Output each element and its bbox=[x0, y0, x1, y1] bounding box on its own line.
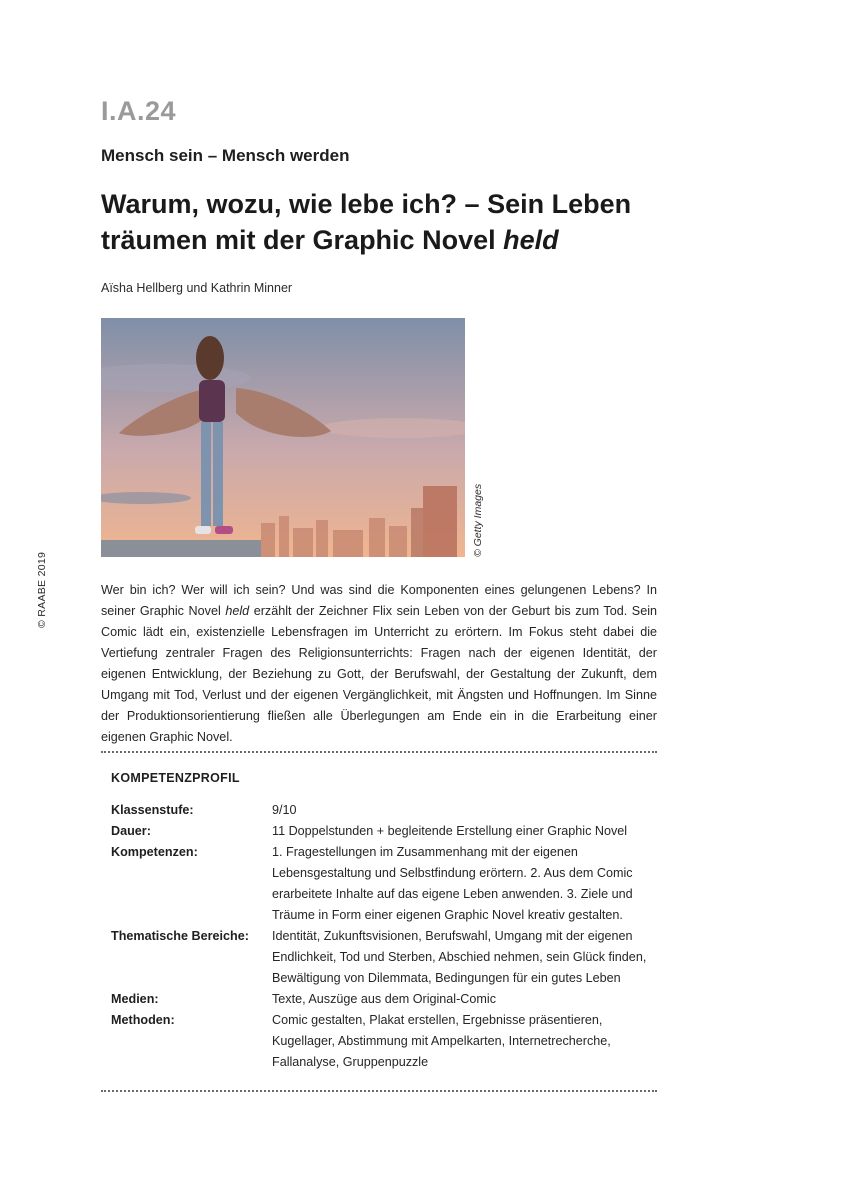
intro-paragraph bbox=[101, 580, 657, 748]
kp-row bbox=[111, 842, 657, 926]
page-title bbox=[101, 186, 721, 258]
kp-label: Klassenstufe: bbox=[111, 803, 194, 817]
title-line-2: träumen mit der Graphic Novel bbox=[101, 225, 496, 255]
series-subtitle: Mensch sein – Mensch werden bbox=[101, 146, 350, 165]
authors: Aïsha Hellberg und Kathrin Minner bbox=[101, 281, 293, 295]
kp-label: Thematische Bereiche: bbox=[111, 929, 249, 943]
kp-value: 11 Doppelstunden + begleitende Erstellung einer Graphic Novel bbox=[272, 824, 628, 838]
intro-italic-word: held bbox=[225, 604, 250, 618]
kp-row bbox=[111, 989, 657, 1010]
photo-credit: © Getty Images bbox=[472, 483, 484, 557]
dotted-divider-bottom bbox=[101, 1090, 657, 1092]
wall bbox=[101, 540, 261, 557]
kp-value: Comic gestalten, Plakat erstellen, Ergebnisse präsentieren, Kugellager, Abstimmung mit Ampelkarten, Internetrecherche, Fallanalyse, Gruppenpuzzle bbox=[272, 1013, 611, 1069]
kp-value: Identität, Zukunftsvisionen, Berufswahl, Umgang mit der eigenen Endlichkeit, Tod und Sterben, Abschied nehmen, sein Glück finden, Bewältigung von Dilemmata, Bedingungen für ein gutes Leben bbox=[272, 929, 647, 985]
kp-label: Dauer: bbox=[111, 824, 151, 838]
kp-label: Methoden: bbox=[111, 1013, 175, 1027]
side-copyright: © RAABE 2019 bbox=[36, 551, 48, 628]
hero-image bbox=[101, 318, 465, 557]
kp-row bbox=[111, 1010, 657, 1073]
child-top bbox=[199, 380, 225, 422]
kp-label: Medien: bbox=[111, 992, 159, 1006]
dotted-divider-top bbox=[101, 751, 657, 753]
child-shoe-right bbox=[215, 526, 233, 534]
intro-text-part-1: Wer bin ich? Wer will ich sein? Und was sind die Komponenten eines gelungenen Lebens? In seiner Graphic Novel bbox=[101, 583, 657, 618]
kompetenzprofil-table bbox=[111, 800, 657, 1073]
kp-value: 9/10 bbox=[272, 803, 297, 817]
kp-value: Texte, Auszüge aus dem Original-Comic bbox=[272, 992, 496, 1006]
kompetenzprofil-heading: KOMPETENZPROFIL bbox=[111, 771, 240, 785]
intro-text-part-2: erzählt der Zeichner Flix sein Leben von der Geburt bis zum Tod. Sein Comic lädt ein, existenzielle Lebensfragen im Unterricht zu erörtern. Im Fokus steht dabei die Vertiefung zentraler Fragen des Religionsunterrichts: Fragen nach der eigenen Identität, der eigenen Entwicklung, der Beziehung zu Gott, der Berufswahl, der Gestaltung der Zukunft, dem Umgang mit Tod, Verlust und der eigenen Vergänglichkeit, mit Ängsten und Hoffnungen. Im Sinne der Produktionsorientierung fließen alle Überlegungen am Ende ein in die Erarbeitung einer eigenen Graphic Novel. bbox=[101, 604, 658, 744]
series-code: I.A.24 bbox=[101, 96, 177, 126]
kp-row bbox=[111, 800, 657, 821]
child-legs-left bbox=[201, 422, 211, 526]
kp-value: 1. Fragestellungen im Zusammenhang mit der eigenen Lebensgestaltung und Selbstfindung erörtern. 2. Aus dem Comic erarbeitete Inhalte auf das eigene Leben anwenden. 3. Ziele und Träume in Form einer eigenen Graphic Novel kreativ gestalten. bbox=[272, 845, 633, 922]
title-italic-word: held bbox=[503, 225, 559, 255]
kp-label: Kompetenzen: bbox=[111, 845, 198, 859]
child-legs-right bbox=[213, 422, 223, 526]
title-line-1: Warum, wozu, wie lebe ich? – Sein Leben bbox=[101, 189, 632, 219]
kp-row bbox=[111, 926, 657, 989]
kp-row bbox=[111, 821, 657, 842]
child-shoe-left bbox=[195, 526, 211, 534]
child-hair bbox=[196, 336, 224, 380]
